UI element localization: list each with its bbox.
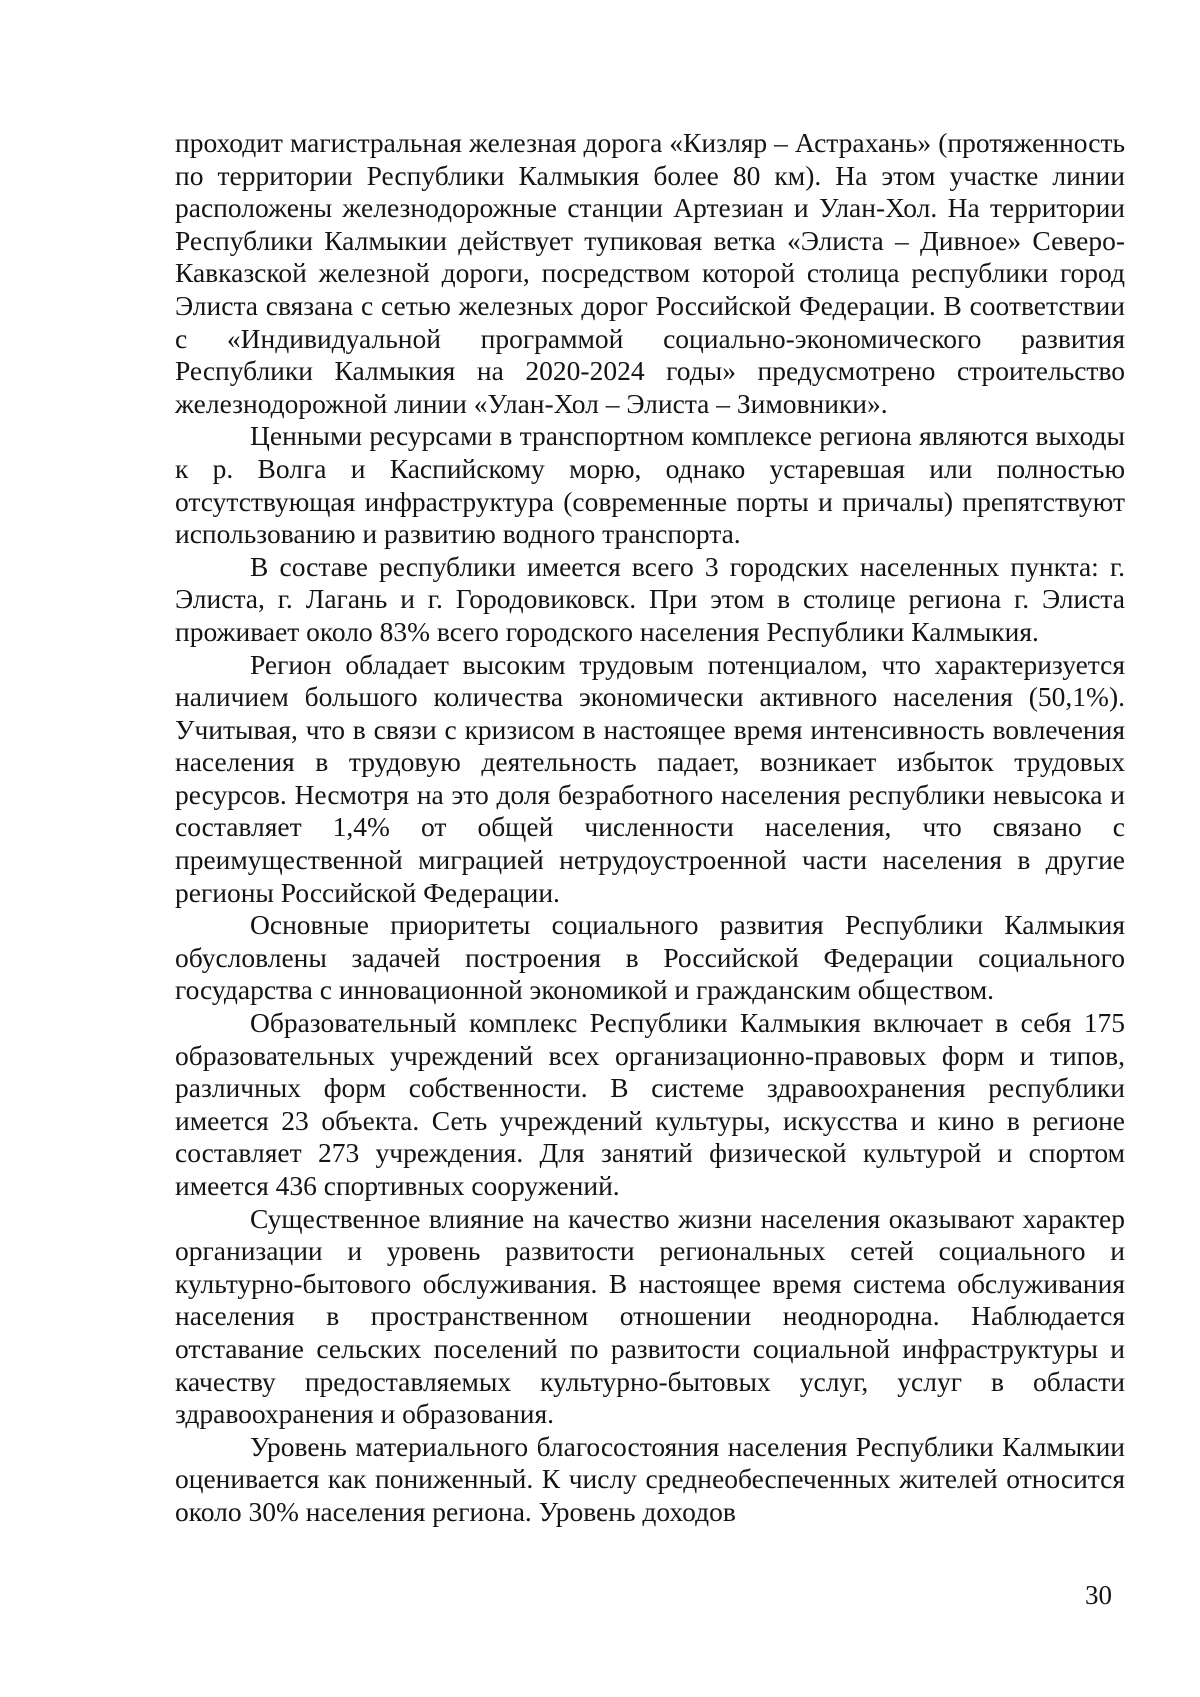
paragraph-urban-settlements: В составе республики имеется всего 3 городских населенных пункта: г. Элиста, г. Лагань и г. Городовиковск. При этом в столице региона г. Элиста проживает около 83% всего городского населения Республики Калмыкия.: [175, 550, 1125, 647]
paragraph-education-complex: Образовательный комплекс Республики Калмыкия включает в себя 175 образовательных учреждений всех организационно-правовых форм и типов, различных форм собственности. В системе здравоохранения республики имеется 23 объекта. Сеть учреждений культуры, искусства и кино в регионе составляет 273 учреждения. Для занятий физической культурой и спортом имеется 436 спортивных сооружений.: [175, 1007, 1125, 1201]
paragraph-service-networks: Существенное влияние на качество жизни населения оказывают характер организации и уровень развитости региональных сетей социального и культурно-бытового обслуживания. В настоящее время система обслуживания населения в пространственном отношении неоднородна. Наблюдается отставание сельских поселений по развитости социальной инфраструктуры и качеству предоставляемых культурно-бытовых услуг, услуг в области здравоохранения и образования.: [175, 1202, 1125, 1430]
paragraph-welfare-level: Уровень материального благосостояния населения Республики Калмыкии оценивается как пониженный. К числу среднеобеспеченных жителей относится около 30% населения региона. Уровень доходов: [175, 1430, 1125, 1527]
paragraph-railway: проходит магистральная железная дорога «Кизляр – Астрахань» (протяженность по территории Республики Калмыкия более 80 км). На этом участке линии расположены железнодорожные станции Артезиан и Улан-Хол. На территории Республики Калмыкии действует тупиковая ветка «Элиста – Дивное» Северо-Кавказской железной дороги, посредством которой столица республики город Элиста связана с сетью железных дорог Российской Федерации. В соответствии с «Индивидуальной программой социально-экономического развития Республики Калмыкия на 2020-2024 годы» предусмотрено строительство железнодорожной линии «Улан-Хол – Элиста – Зимовники».: [175, 127, 1125, 419]
body-text: [175, 127, 1125, 1529]
page-number: 30: [1085, 1580, 1112, 1610]
paragraph-social-priorities: Основные приоритеты социального развития Республики Калмыкия обусловлены задачей построения в Российской Федерации социального государства с инновационной экономикой и гражданским обществом.: [175, 909, 1125, 1006]
paragraph-water-transport: Ценными ресурсами в транспортном комплексе региона являются выходы к р. Волга и Каспийскому морю, однако устаревшая или полностью отсутствующая инфраструктура (современные порты и причалы) препятствуют использованию и развитию водного транспорта.: [175, 420, 1125, 550]
paragraph-labor-potential: Регион обладает высоким трудовым потенциалом, что характеризуется наличием большого количества экономически активного населения (50,1%). Учитывая, что в связи с кризисом в настоящее время интенсивность вовлечения населения в трудовую деятельность падает, возникает избыток трудовых ресурсов. Несмотря на это доля безработного населения республики невысока и составляет 1,4% от общей численности населения, что связано с преимущественной миграцией нетрудоустроенной части населения в другие регионы Российской Федерации.: [175, 648, 1125, 908]
